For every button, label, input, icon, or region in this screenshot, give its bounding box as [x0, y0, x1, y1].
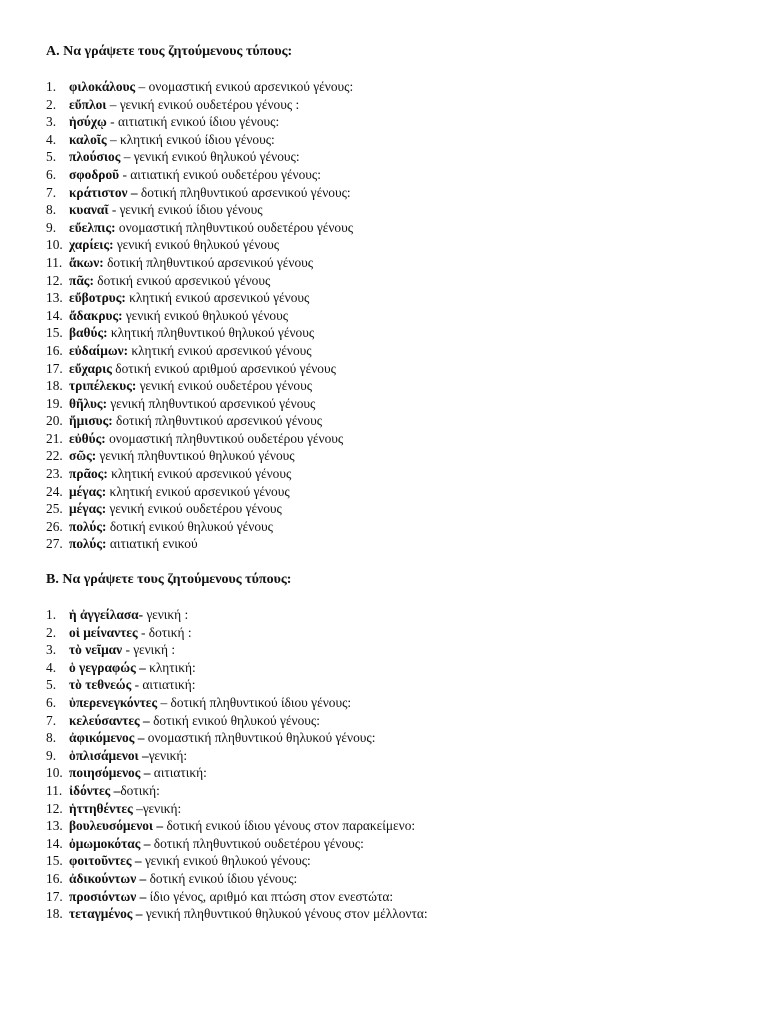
item-number: 15. [46, 853, 63, 869]
item-description: δοτική ενικού ίδιου γένους στον παρακείμενο: [163, 818, 416, 834]
item-word: καλοῖς [69, 131, 107, 147]
item-word: ποιησόμενος – [69, 765, 151, 781]
item-number: 6. [46, 694, 57, 710]
item-word: προσιόντων – [69, 888, 147, 904]
item-number: 6. [46, 166, 57, 182]
item-description: – γενική ενικού ουδετέρου γένους : [106, 96, 300, 112]
item-description: ονομαστική πληθυντικού ουδετέρου γένους [105, 430, 344, 446]
item-number: 1. [46, 79, 57, 94]
item-description: – γενική ενικού θηλυκού γένους: [120, 149, 300, 165]
item-word: ἥμισυς: [69, 413, 113, 429]
item-description: δοτική ενικού θηλυκού γένους [106, 518, 273, 534]
item-word: κελεύσαντες – [69, 712, 150, 728]
item-word: βαθύς: [69, 325, 108, 341]
item-word: σφοδροῦ [69, 166, 120, 182]
item-word: ἄδακρυς: [69, 307, 123, 323]
item-word: ἡσύχῳ [69, 114, 107, 130]
item-number: 19. [46, 395, 63, 411]
item-description: δοτική πληθυντικού αρσενικού γένους [103, 254, 314, 270]
item-description: δοτική πληθυντικού αρσενικού γένους: [137, 184, 351, 200]
item-number: 16. [46, 870, 63, 886]
item-word: σῶς: [69, 448, 97, 464]
item-number: 9. [46, 747, 57, 763]
item-number: 4. [46, 659, 57, 675]
item-number: 20. [46, 413, 63, 429]
item-description: γενική ενικού θηλυκού γένους [122, 307, 289, 323]
item-description: –γενική: [132, 800, 182, 816]
item-word: οἱ μείναντες [69, 624, 138, 640]
item-word: τριπέλεκυς: [69, 378, 137, 394]
item-number: 27. [46, 536, 63, 552]
item-description: αιτιατική: [150, 765, 207, 781]
item-word: τὸ νεῖμαν [69, 642, 123, 658]
item-number: 7. [46, 712, 57, 728]
item-word: ἄκων: [69, 254, 104, 270]
item-number: 1. [46, 607, 57, 622]
item-number: 11. [46, 254, 63, 270]
item-description: δοτική: [120, 782, 160, 798]
item-word: χαρίεις: [69, 237, 114, 253]
item-word: πᾶς: [69, 272, 94, 288]
item-description: γενική πληθυντικού θηλυκού γένους [96, 448, 295, 464]
item-word: ἰδόντες – [69, 782, 121, 798]
item-word: πλούσιος [69, 149, 121, 165]
item-number: 14. [46, 835, 63, 851]
item-number: 12. [46, 800, 63, 816]
item-description: γενική: [148, 747, 188, 763]
item-word: εὔελπις: [69, 219, 116, 235]
item-number: 17. [46, 888, 63, 904]
item-description: - γενική : [122, 642, 176, 658]
item-description: γενική : [143, 607, 189, 622]
item-word: ὁ γεγραφώς – [69, 659, 146, 675]
item-number: 8. [46, 730, 57, 746]
item-number: 23. [46, 466, 63, 482]
item-word: εὔχαρις [69, 360, 112, 376]
item-description: δοτική ενικού θηλυκού γένους: [149, 712, 320, 728]
item-description: κλητική: [145, 659, 196, 675]
item-description: δοτική ενικού ίδιου γένους: [146, 870, 298, 886]
item-number: 2. [46, 96, 57, 112]
item-word: εὔβοτρυς: [69, 290, 126, 306]
item-word: ἀφικόμενος – [69, 730, 145, 746]
item-word: ὀμωμοκότας – [69, 835, 151, 851]
item-description: κλητική ενικού αρσενικού γένους [107, 466, 292, 482]
item-number: 26. [46, 518, 63, 534]
item-description: γενική πληθυντικού θηλυκού γένους στον μέλλοντα: [142, 906, 428, 922]
item-word: εὐδαίμων: [69, 342, 129, 358]
section-a-heading: Α. Να γράψετε τους ζητούμενους τύπους: [46, 44, 293, 59]
item-description: αιτιατική ενικού [106, 536, 198, 552]
item-number: 8. [46, 202, 57, 218]
item-number: 5. [46, 677, 57, 693]
item-number: 2. [46, 624, 57, 640]
item-description: γενική ενικού ουδετέρου γένους [106, 501, 282, 517]
item-number: 12. [46, 272, 63, 288]
item-word: κράτιστον – [69, 184, 138, 200]
item-description: - αιτιατική ενικού ουδετέρου γένους: [119, 166, 321, 182]
item-word: ἀδικούντων – [69, 870, 147, 886]
item-description: - αιτιατική: [131, 677, 196, 693]
item-description: - γενική ενικού ίδιου γένους [108, 202, 263, 218]
item-number: 24. [46, 483, 63, 499]
item-word: τὸ τεθνεώς [69, 677, 132, 693]
item-description: ίδιο γένος, αριθμό και πτώση στον ενεστώτα: [146, 888, 394, 904]
item-word: φοιτοῦντες – [69, 853, 142, 869]
item-number: 14. [46, 307, 63, 323]
item-number: 13. [46, 818, 63, 834]
item-number: 17. [46, 360, 63, 376]
item-number: 18. [46, 378, 63, 394]
item-word: πολύς: [69, 518, 107, 534]
item-word: εὔπλοι [69, 96, 107, 112]
item-description: κλητική πληθυντικού θηλυκού γένους [107, 325, 315, 341]
item-description: – δοτική πληθυντικού ίδιου γένους: [157, 694, 352, 710]
item-description: γενική ενικού θηλυκού γένους [113, 237, 280, 253]
item-number: 3. [46, 114, 57, 130]
item-description: κλητική ενικού αρσενικού γένους [125, 290, 310, 306]
item-description: κλητική ενικού αρσενικού γένους [106, 483, 290, 499]
item-word: εὐθύς: [69, 430, 106, 446]
item-number: 13. [46, 290, 63, 306]
item-description: γενική ενικού ουδετέρου γένους [136, 378, 313, 394]
item-word: ὁπλισάμενοι – [69, 747, 149, 763]
item-word: κυαναῖ [69, 202, 109, 218]
item-word: ὑπερενεγκόντες [69, 694, 158, 710]
item-description: γενική ενικού θηλυκού γένους: [141, 853, 311, 869]
item-word: πολύς: [69, 536, 107, 552]
item-description: - αιτιατική ενικού ίδιου γένους: [106, 114, 280, 130]
item-word: βουλευσόμενοι – [69, 818, 164, 834]
section-b-heading: Β. Να γράψετε τους ζητούμενους τύπους: [46, 572, 292, 587]
item-number: 9. [46, 219, 57, 235]
item-description: δοτική ενικού αριθμού αρσενικού γένους [111, 360, 336, 376]
item-number: 10. [46, 237, 63, 253]
item-word: θῆλυς: [69, 395, 108, 411]
item-word: ἡττηθέντες [69, 800, 133, 816]
item-description: - δοτική : [137, 624, 192, 640]
item-word: μέγας: [69, 483, 107, 499]
item-number: 10. [46, 765, 63, 781]
item-number: 4. [46, 131, 57, 147]
item-number: 22. [46, 448, 63, 464]
item-description: ονομαστική πληθυντικού ουδετέρου γένους [115, 219, 354, 235]
item-number: 3. [46, 642, 57, 658]
item-word: φιλοκάλους [69, 79, 136, 94]
item-number: 18. [46, 906, 63, 922]
item-word: μέγας: [69, 501, 107, 517]
item-description: ονομαστική πληθυντικού θηλυκού γένους: [144, 730, 376, 746]
item-number: 5. [46, 149, 57, 165]
item-number: 11. [46, 782, 63, 798]
item-description: δοτική ενικού αρσενικού γένους [93, 272, 271, 288]
item-word: πρᾶος: [69, 466, 108, 482]
item-number: 7. [46, 184, 57, 200]
item-description: – κλητική ενικού ίδιου γένους: [106, 131, 275, 147]
item-description: δοτική πληθυντικού ουδετέρου γένους: [150, 835, 364, 851]
item-description: δοτική πληθυντικού αρσενικού γένους [112, 413, 323, 429]
item-number: 21. [46, 430, 63, 446]
item-word: ἡ ἀγγείλασα- [69, 607, 144, 622]
item-description: – ονομαστική ενικού αρσενικού γένους: [135, 79, 354, 94]
item-description: γενική πληθυντικού αρσενικού γένους [107, 395, 316, 411]
item-word: τεταγμένος – [69, 906, 143, 922]
item-number: 15. [46, 325, 63, 341]
item-number: 25. [46, 501, 63, 517]
item-description: κλητική ενικού αρσενικού γένους [128, 342, 312, 358]
item-number: 16. [46, 342, 63, 358]
